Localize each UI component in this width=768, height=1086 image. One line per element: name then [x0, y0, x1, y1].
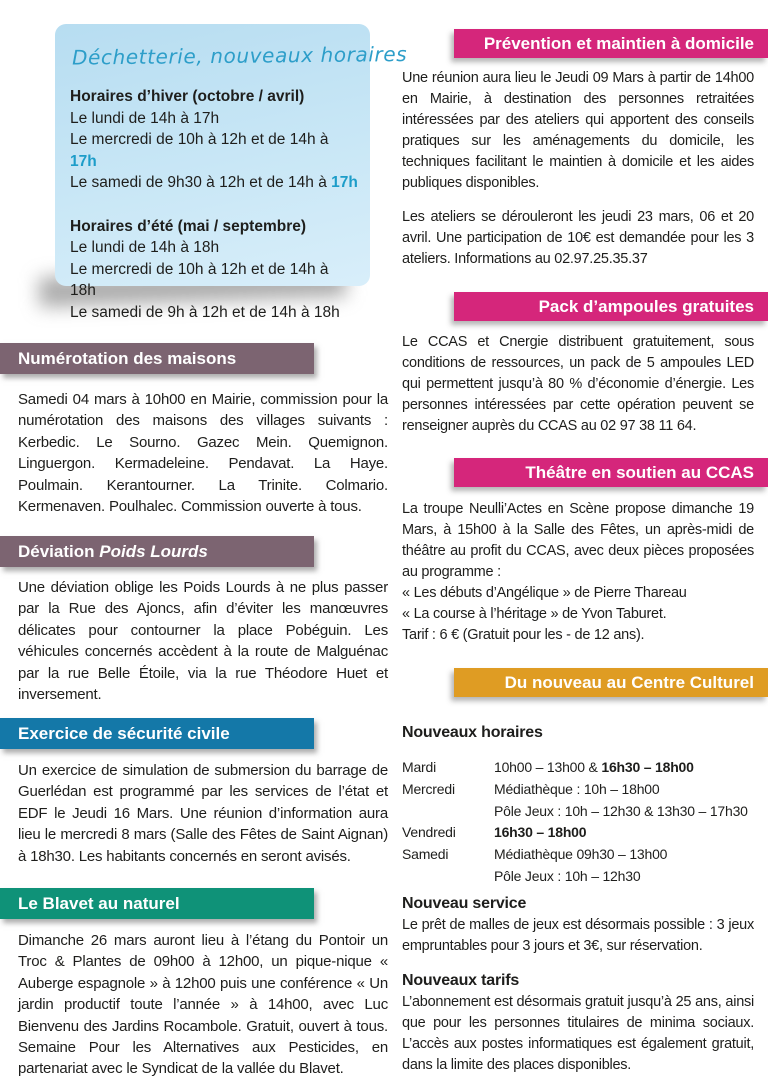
note-title: Déchetterie, nouveaux horaires [71, 41, 408, 70]
winter-line-text: Le samedi de 9h30 à 12h et de 14h à [70, 174, 332, 191]
section-header-centre-culturel: Du nouveau au Centre Culturel [454, 668, 768, 697]
section-body-prevention [402, 68, 754, 270]
section-header-blavet [0, 888, 314, 919]
schedule-hours-bold: 16h30 – 18h00 [494, 824, 587, 841]
summer-hours-line: Le samedi de 9h à 12h et de 14h à 18h [70, 303, 340, 321]
section-title: Exercice de sécurité civile [18, 724, 230, 743]
schedule-row [402, 822, 758, 844]
theatre-tarif: Tarif : 6 € (Gratuit pour les - de 12 ans). [402, 627, 645, 643]
section-body-deviation: Une déviation oblige les Poids Lourds à ne plus passer par la Rue des Ajoncs, afin d’éviter les manœuvres délicates pour contourner la place Pobéguin. Les véhicules concernés accèdent à la route de Malguénac par la rue Belle Étoile, via la rue Théodore Huet et inversement. [18, 579, 388, 704]
schedule-day: Mardi [402, 759, 437, 775]
theatre-paragraph: La troupe Neulli’Actes en Scène propose dimanche 19 Mars, à 15h00 à la Salle des Fêtes, un après-midi de théâtre au profit du CCAS, avec deux pièces proposées au programme : [402, 501, 754, 580]
schedule-hours [494, 822, 758, 844]
section-header-theatre: Théâtre en soutien au CCAS [454, 458, 768, 487]
winter-hours-heading: Horaires d’hiver (octobre / avril) [70, 88, 305, 105]
schedule-hours-text: Médiathèque 09h30 – 13h00 [494, 846, 668, 863]
winter-hours-line [70, 172, 358, 194]
winter-hours-block [70, 86, 358, 194]
schedule-hours [494, 866, 758, 888]
schedule-row [402, 801, 758, 823]
section-title: Le Blavet au naturel [18, 894, 180, 913]
section-header-securite [0, 718, 314, 749]
section-header-deviation [0, 536, 314, 567]
tarifs-paragraph: L’abonnement est désormais gratuit jusqu’à 25 ans, ainsi que pour les personnes titulaires de minima sociaux. L’accès aux postes informatiques est également gratuit, dans la limite des places disponibles. [402, 994, 754, 1073]
schedule-hours [494, 801, 758, 823]
section-body-ampoules [402, 332, 754, 437]
theatre-play-1: « Les débuts d’Angélique » de Pierre Thareau [402, 585, 687, 601]
schedule-day [402, 866, 494, 888]
section-body-theatre [402, 499, 754, 646]
ampoules-paragraph: Le CCAS et Cnergie distribuent gratuitement, sous conditions de ressources, un pack de 5 ampoules LED qui permettent jusqu’à 80 % d’économie d’énergie. Les personnes intéressées par cette opération peuvent se renseigner auprès du CCAS au 02 97 38 11 64. [402, 334, 754, 434]
section-body-securite: Un exercice de simulation de submersion du barrage de Guerlédan est programmé par les services de l’état et EDF le Jeudi 16 Mars. Une réunion d’information aura lieu le mercredi 8 mars (Salle des Fêtes de Saint Aignan) à 18h30. Les habitants concernés en seront avisés. [18, 762, 388, 865]
schedule-hours [494, 844, 758, 866]
theatre-play-2: « La course à l’héritage » de Yvon Taburet. [402, 606, 667, 622]
summer-hours-block [70, 216, 358, 324]
winter-hours-line [70, 129, 358, 172]
section-body-numerotation: Samedi 04 mars à 10h00 en Mairie, commission pour la numérotation des maisons des villages suivants : Kerbedic. Le Sourno. Gazec Mein. Quemignon. Linguergon. Kermadeleine. Pendavat. La Haye. Poulmain. Kerantourner. La Trinite. Colmario. Kermenaven. Poulhalec. Commission ouverte à tous. [18, 391, 388, 516]
heading-nouveaux-horaires: Nouveaux horaires [402, 724, 543, 741]
heading-nouveaux-tarifs: Nouveaux tarifs [402, 972, 520, 989]
heading-nouveau-service: Nouveau service [402, 895, 527, 912]
section-header-ampoules: Pack d’ampoules gratuites [454, 292, 768, 321]
section-header-numerotation [0, 343, 314, 374]
schedule-row [402, 779, 758, 801]
winter-line-highlight: 17h [331, 174, 358, 191]
schedule-row [402, 866, 758, 888]
schedule-day: Mercredi [402, 780, 455, 797]
schedule-hours-text: Médiathèque : 10h – 18h00 [494, 780, 660, 797]
summer-hours-line: Le mercredi de 10h à 12h et de 14h à 18h [70, 260, 329, 299]
schedule-hours-text: 10h00 – 13h00 & [494, 759, 602, 775]
winter-hours-line: Le lundi de 14h à 17h [70, 109, 220, 127]
section-title-italic: Poids Lourds [99, 542, 208, 561]
schedule-day [402, 801, 494, 823]
prevention-paragraph-1: Une réunion aura lieu le Jeudi 09 Mars à partir de 14h00 en Mairie, à destination des personnes retraitées intéressées par des ateliers qui apportent des conseils pratiques sur les aménagements du domicile, les techniques facilitant le maintien à domicile et les aides publiques disponibles. [402, 70, 754, 191]
schedule-hours [494, 779, 758, 801]
service-paragraph: Le prêt de malles de jeux est désormais possible : 3 jeux empruntables pour 3 jours et 3€, sur réservation. [402, 917, 754, 954]
section-body-blavet: Dimanche 26 mars auront lieu à l’étang du Pontoir un Troc & Plantes de 09h00 à 12h00, un pique-nique « Auberge espagnole » à 12h00 puis une conférence « Un jardin productif toute l’année » à 14h00, avec Luc Bienvenu des Jardins Rocambole. Gratuit, ouvert à tous. Semaine Pour les Alternatives aux Pesticides, en partenariat avec le Syndicat de la vallée du Blavet. [18, 932, 388, 1078]
schedule-row [402, 844, 758, 866]
summer-hours-line: Le lundi de 14h à 18h [70, 239, 220, 256]
schedule-hours [494, 757, 758, 779]
winter-line-text: Le mercredi de 10h à 12h et de 14h à [70, 131, 329, 148]
schedule-day: Vendredi [402, 824, 456, 841]
schedule-hours-text: Pôle Jeux : 10h – 12h30 & 13h30 – 17h30 [494, 802, 748, 819]
section-title: Numérotation des maisons [18, 349, 237, 368]
section-header-prevention: Prévention et maintien à domicile [454, 29, 768, 58]
sticky-note-dechetterie [55, 24, 408, 321]
block-nouveaux-tarifs [402, 970, 754, 1076]
winter-line-highlight: 17h [70, 152, 97, 170]
schedule-table [402, 757, 758, 888]
prevention-paragraph-2: Les ateliers se dérouleront les jeudi 23 mars, 06 et 20 avril. Une participation de 10€ est demandée pour les 3 ateliers. Informations au 02.97.25.35.37 [402, 209, 754, 267]
schedule-day: Samedi [402, 846, 449, 863]
schedule-hours-bold: 16h30 – 18h00 [601, 759, 694, 775]
schedule-row [402, 757, 758, 779]
summer-hours-heading: Horaires d’été (mai / septembre) [70, 217, 307, 235]
section-title: Déviation [18, 542, 100, 561]
block-nouveau-service [402, 893, 754, 957]
schedule-hours-text: Pôle Jeux : 10h – 12h30 [494, 867, 641, 884]
